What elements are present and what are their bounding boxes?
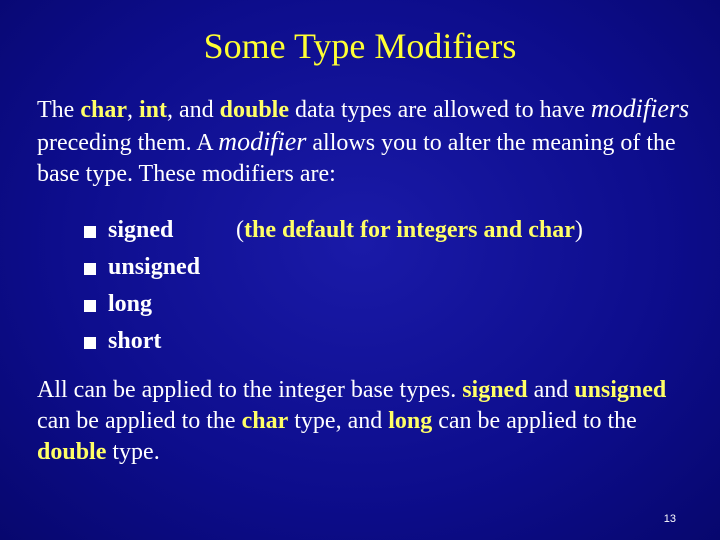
text-span: All can be applied to the integer base types. bbox=[37, 377, 463, 403]
keyword-int: int bbox=[138, 97, 167, 123]
list-item bbox=[84, 286, 200, 323]
modifier-label: unsigned bbox=[108, 254, 201, 280]
keyword-long: long bbox=[388, 408, 433, 434]
text-span: type. bbox=[106, 439, 160, 465]
list-item bbox=[84, 212, 583, 249]
keyword-unsigned: unsigned bbox=[574, 377, 667, 403]
text-span: and bbox=[527, 377, 575, 403]
keyword-double: double bbox=[37, 439, 107, 465]
keyword-signed: signed bbox=[462, 377, 528, 403]
text-span: can be applied to the bbox=[37, 408, 242, 434]
keyword-char: char bbox=[241, 408, 289, 434]
note-paren: ) bbox=[574, 217, 583, 243]
modifier-list bbox=[84, 212, 583, 360]
text-span: data types are allowed to have bbox=[289, 97, 591, 123]
square-bullet-icon bbox=[84, 226, 96, 238]
text-span: preceding them. A bbox=[37, 130, 219, 156]
note-paren: ( bbox=[236, 217, 244, 243]
text-span: allows you to alter the meaning of the base type. These modifiers are: bbox=[37, 130, 676, 187]
square-bullet-icon bbox=[84, 263, 96, 275]
square-bullet-icon bbox=[84, 300, 96, 312]
text-span: , bbox=[126, 97, 139, 123]
text-span: type, and bbox=[288, 408, 389, 434]
text-span: can be applied to the bbox=[432, 408, 637, 434]
intro-paragraph bbox=[37, 93, 697, 190]
keyword-char: char bbox=[80, 97, 127, 123]
modifier-label: long bbox=[108, 291, 153, 317]
square-bullet-icon bbox=[84, 337, 96, 349]
term-modifiers: modifiers bbox=[590, 94, 690, 123]
page-number: 13 bbox=[663, 513, 676, 525]
list-item bbox=[84, 249, 200, 286]
term-modifier: modifier bbox=[218, 127, 307, 156]
summary-paragraph bbox=[37, 375, 697, 468]
keyword-double: double bbox=[219, 97, 290, 123]
text-span: , and bbox=[166, 97, 220, 123]
signed-note bbox=[236, 212, 583, 249]
modifier-label: signed bbox=[108, 217, 174, 243]
list-item bbox=[84, 323, 200, 360]
text-span: The bbox=[37, 97, 81, 123]
modifier-label: short bbox=[108, 328, 162, 354]
slide-title: Some Type Modifiers bbox=[203, 26, 517, 66]
note-text: the default for integers and char bbox=[244, 217, 575, 243]
